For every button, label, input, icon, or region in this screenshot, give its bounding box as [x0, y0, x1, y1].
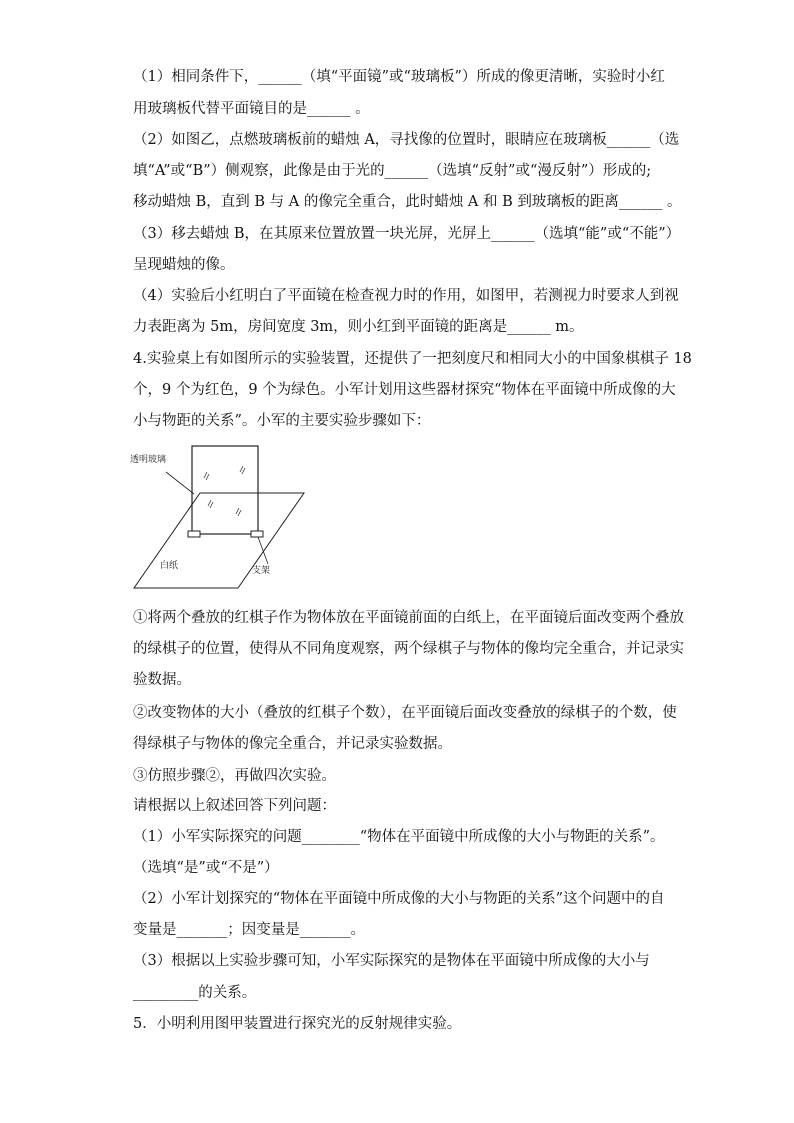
text-line: ③仿照步骤②，再做四次实验。 — [133, 768, 336, 784]
text-line: 小与物距的关系”。小军的主要实验步骤如下： — [133, 413, 431, 429]
stand-right — [251, 531, 263, 537]
glass-reflection-marks — [204, 466, 245, 516]
text-line: （3）根据以上实验步骤可知，小军实际探究的是物体在平面镜中所成像的大小与 — [133, 953, 650, 969]
text-line: ①将两个叠放的红棋子作为物体放在平面镜前面的白纸上，在平面镜后面改变两个叠放 — [133, 610, 684, 626]
text-line: 验数据。 — [133, 672, 191, 688]
text-line: 变量是_______；因变量是_______。 — [133, 922, 365, 938]
text-line: 用玻璃板代替平面镜目的是______ 。 — [133, 101, 370, 117]
stand-left — [188, 531, 200, 537]
experiment-figure — [130, 438, 310, 598]
paper-sheet — [134, 493, 304, 588]
text-line: （选填“是”或“不是”） — [133, 860, 279, 876]
text-line: 填“A”或“B”）侧观察，此像是由于光的______（选填“反射”或“漫反射”）形成的; — [133, 163, 652, 179]
text-line: 得绿棋子与物体的像完全重合，并记录实验数据。 — [133, 736, 452, 752]
text-line: （3）移去蜡烛 B，在其原来位置放置一块光屏，光屏上______（选填“能”或“不能”） — [133, 226, 681, 242]
text-line: 呈现蜡烛的像。 — [133, 257, 235, 273]
text-line: ②改变物体的大小（叠放的红棋子个数），在平面镜后面改变叠放的绿棋子的个数，使 — [133, 705, 677, 721]
text-line: 个，9 个为红色，9 个为绿色。小军计划用这些器材探究“物体在平面镜中所成像的大 — [133, 382, 676, 398]
text-line: （1）相同条件下，______（填“平面镜”或“玻璃板”）所成的像更清晰，实验时小红 — [133, 69, 665, 85]
text-line: 4.实验桌上有如图所示的实验装置，还提供了一把刻度尺和相同大小的中国象棋棋子 18 — [133, 351, 692, 367]
text-line: 请根据以上叙述回答下列问题： — [133, 798, 336, 814]
text-line: 5．小明利用图甲装置进行探究光的反射规律实验。 — [133, 1016, 462, 1032]
label-paper: 白纸 — [160, 561, 179, 571]
text-line: 力表距离为 5m，房间宽度 3m，则小红到平面镜的距离是______ m。 — [133, 319, 584, 335]
label-glass: 透明玻璃 — [130, 455, 167, 465]
text-line: （2）小军计划探究的“物体在平面镜中所成像的大小与物距的关系”这个问题中的自 — [133, 891, 665, 907]
text-line: （1）小军实际探究的问题________“物体在平面镜中所成像的大小与物距的关系”。 — [133, 829, 665, 845]
glass-plate — [192, 446, 258, 534]
label-stand: 支架 — [252, 566, 271, 576]
text-line: 移动蜡烛 B，直到 B 与 A 的像完全重合，此时蜡烛 A 和 B 到玻璃板的距离______ 。 — [133, 194, 682, 210]
text-line: （2）如图乙，点燃玻璃板前的蜡烛 A，寻找像的位置时，眼睛应在玻璃板______（选 — [133, 132, 680, 148]
text-line: _________的关系。 — [133, 985, 257, 1001]
text-line: 的绿棋子的位置，使得从不同角度观察，两个绿棋子与物体的像均完全重合，并记录实 — [133, 641, 684, 657]
text-line: （4）实验后小红明白了平面镜在检查视力时的作用，如图甲，若测视力时要求人到视 — [133, 288, 679, 304]
